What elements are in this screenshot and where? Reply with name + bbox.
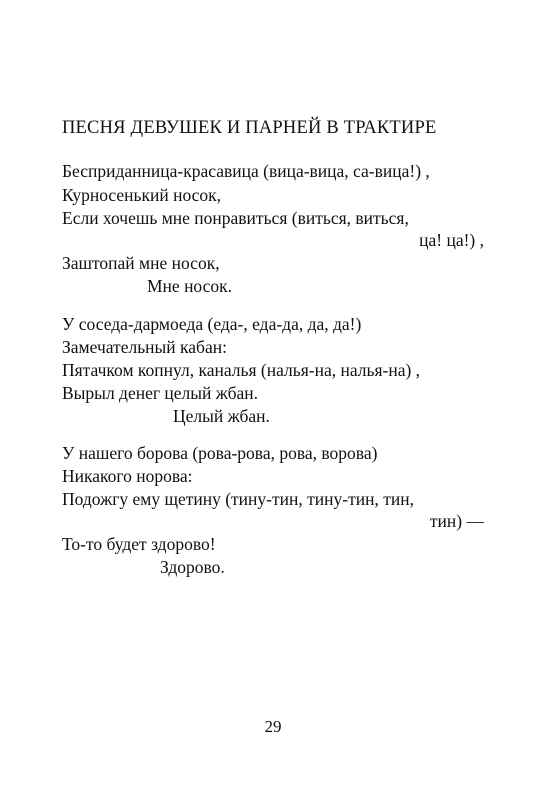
stanza-2-line-2: Замечательный кабан:: [62, 337, 227, 357]
stanza-1-line-5: Заштопай мне носок,: [62, 253, 220, 273]
stanza-3-line-4: тин) —: [429, 511, 484, 531]
stanza-2-line-1: У соседа-дармоеда (еда-, еда-да, да, да!): [62, 314, 362, 334]
stanza-3-line-2: Никакого норова:: [62, 466, 193, 486]
stanza-3-line-1: У нашего борова (рова-рова, рова, ворова): [62, 443, 378, 463]
stanza-2-line-5: Целый жбан.: [173, 406, 270, 426]
stanza-3-line-6: Здорово.: [160, 557, 225, 577]
stanza-1-line-2: Курносенький носок,: [62, 185, 222, 205]
stanza-3-line-5: То-то будет здорово!: [62, 534, 216, 554]
stanza-1-line-4: ца! ца!) ,: [419, 230, 484, 250]
stanza-3-line-3: Подожгу ему щетину (тину-тин, тину-тин, тин,: [62, 489, 414, 509]
stanza-1-line-3: Если хочешь мне понравиться (виться, виться,: [62, 208, 409, 228]
page-number: 29: [264, 717, 282, 736]
stanza-1-line-6: Мне носок.: [147, 276, 233, 296]
poem-title: ПЕСНЯ ДЕВУШЕК И ПАРНЕЙ В ТРАКТИРЕ: [62, 118, 437, 138]
stanza-2-line-4: Вырыл денег целый жбан.: [62, 383, 259, 403]
stanza-2-line-3: Пятачком копнул, каналья (налья-на, налья-на) ,: [62, 360, 421, 380]
stanza-1-line-1: Бесприданница-красавица (вица-вица, са-вица!) ,: [62, 161, 430, 181]
